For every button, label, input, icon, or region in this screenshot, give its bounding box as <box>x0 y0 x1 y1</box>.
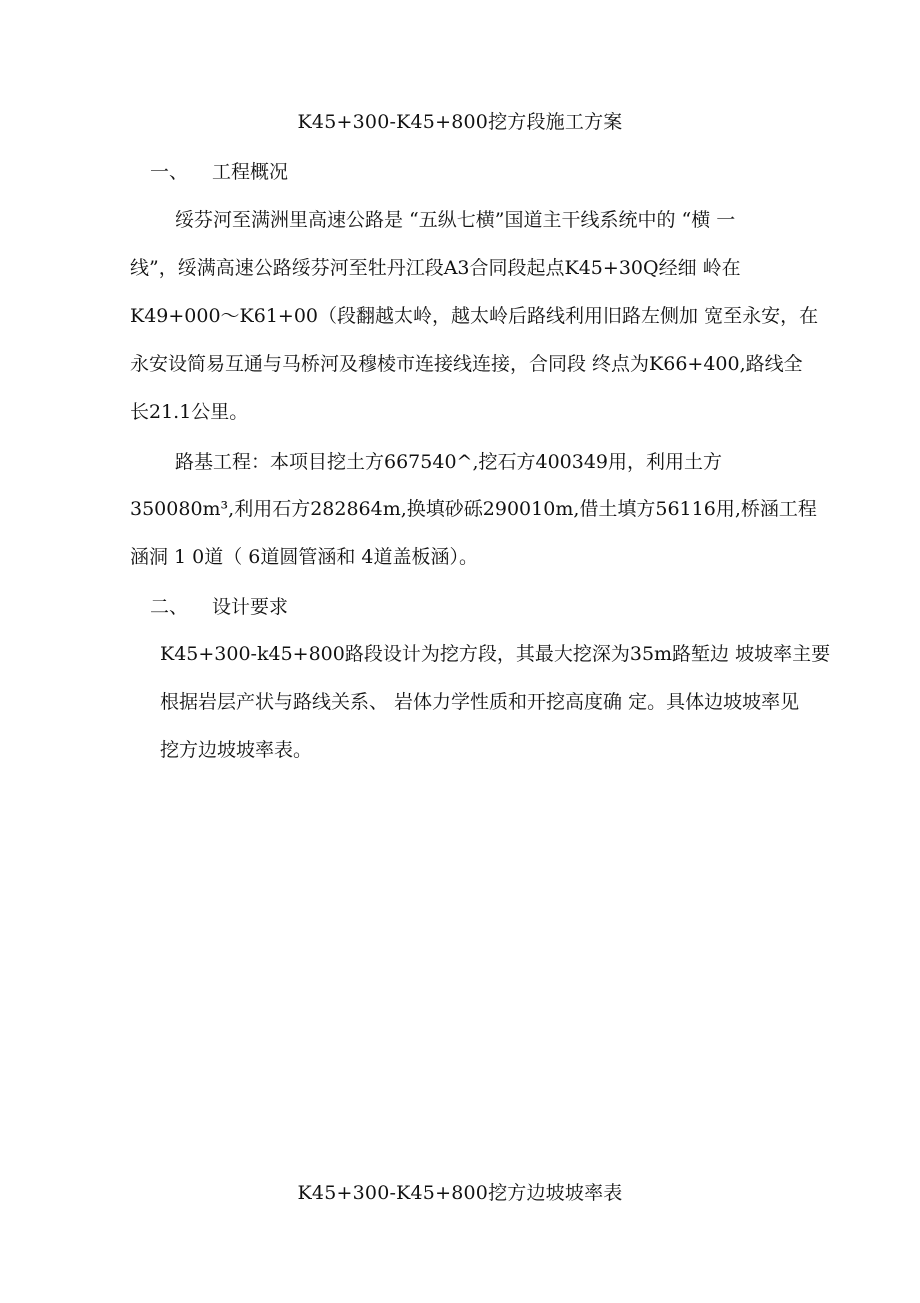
paragraph-line: 挖方边坡坡率表。 <box>160 739 313 761</box>
paragraph-line: 绥芬河至满洲里高速公路是 “五纵七横”国道主干线系统中的 “横 一 <box>175 209 736 231</box>
paragraph-line: K45+300-k45+800路段设计为挖方段，其最大挖深为35m路堑边 坡坡率主要 <box>160 643 831 665</box>
paragraph-line: 线”，绥满高速公路绥芬河至牡丹江段A3合同段起点K45+30Q经细 岭在 <box>130 257 741 279</box>
paragraph-line: 长21.1公里。 <box>130 401 249 423</box>
section-number: 一、 <box>150 161 189 183</box>
paragraph-line: 根据岩层产状与路线关系、 岩体力学性质和开挖高度确 定。具体边坡坡率见 <box>160 691 800 713</box>
paragraph-line: K49+000～K61+00（段翻越太岭，越太岭后路线利用旧路左侧加 宽至永安，在 <box>130 305 819 327</box>
paragraph-line: 350080m³,利用石方282864m,换填砂砾290010m,借土填方56116用,桥涵工程 <box>130 498 817 520</box>
section-heading-overview <box>150 157 288 184</box>
section-title: 设计要求 <box>212 596 289 618</box>
paragraph-line: 永安设简易互通与马桥河及穆棱市连接线连接，合同段 终点为K66+400,路线全 <box>130 353 803 375</box>
table-title: K45+300-K45+800挖方边坡坡率表 <box>297 1182 623 1204</box>
paragraph-line: 涵洞 1 0道（ 6道圆管涵和 4道盖板涵）。 <box>130 546 479 568</box>
section-title: 工程概况 <box>212 161 289 183</box>
document-title: K45+300-K45+800挖方段施工方案 <box>297 111 623 133</box>
section-heading-design <box>150 592 288 619</box>
paragraph-line: 路基工程：本项目挖土方667540^,挖石方400349用，利用土方 <box>175 451 723 473</box>
section-number: 二、 <box>150 596 189 618</box>
